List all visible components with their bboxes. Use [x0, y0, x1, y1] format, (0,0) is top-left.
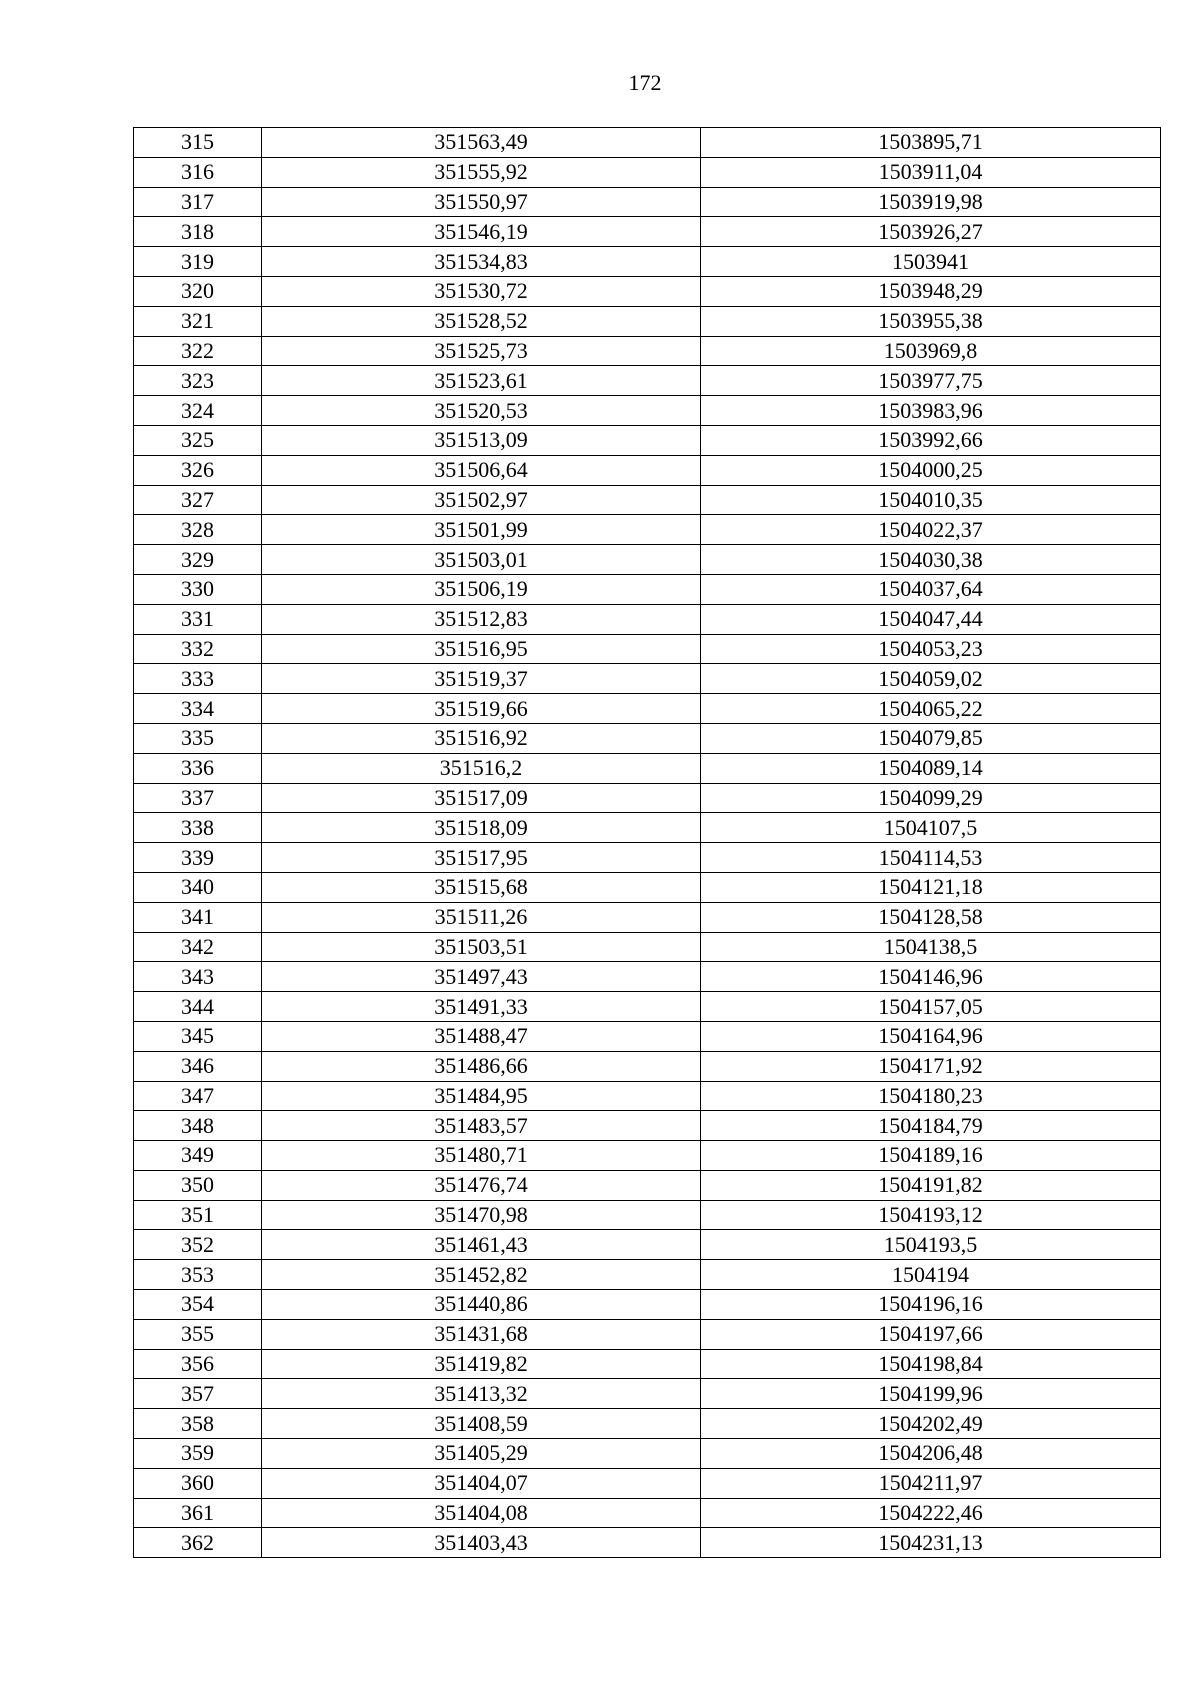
point-number-cell: 344	[134, 992, 262, 1022]
table-row	[134, 1349, 1161, 1379]
table-row	[134, 813, 1161, 843]
y-coordinate-cell: 1504138,5	[701, 932, 1161, 962]
point-number-cell: 339	[134, 843, 262, 873]
point-number-cell: 337	[134, 783, 262, 813]
point-number-cell: 331	[134, 604, 262, 634]
x-coordinate-cell: 351452,82	[262, 1260, 701, 1290]
coordinates-table-body	[134, 128, 1161, 1558]
x-coordinate-cell: 351476,74	[262, 1170, 701, 1200]
point-number-cell: 349	[134, 1141, 262, 1171]
y-coordinate-cell: 1503895,71	[701, 128, 1161, 158]
x-coordinate-cell: 351534,83	[262, 247, 701, 277]
point-number-cell: 346	[134, 1051, 262, 1081]
x-coordinate-cell: 351461,43	[262, 1230, 701, 1260]
point-number-cell: 354	[134, 1290, 262, 1320]
y-coordinate-cell: 1504194	[701, 1260, 1161, 1290]
y-coordinate-cell: 1503992,66	[701, 425, 1161, 455]
x-coordinate-cell: 351516,92	[262, 723, 701, 753]
point-number-cell: 332	[134, 634, 262, 664]
x-coordinate-cell: 351403,43	[262, 1528, 701, 1558]
table-row	[134, 664, 1161, 694]
x-coordinate-cell: 351518,09	[262, 813, 701, 843]
table-row	[134, 1141, 1161, 1171]
x-coordinate-cell: 351503,01	[262, 545, 701, 575]
table-row	[134, 694, 1161, 724]
table-row	[134, 1111, 1161, 1141]
table-row	[134, 1021, 1161, 1051]
y-coordinate-cell: 1504171,92	[701, 1051, 1161, 1081]
table-row	[134, 1468, 1161, 1498]
table-row	[134, 1260, 1161, 1290]
point-number-cell: 315	[134, 128, 262, 158]
point-number-cell: 316	[134, 157, 262, 187]
point-number-cell: 360	[134, 1468, 262, 1498]
table-row	[134, 276, 1161, 306]
point-number-cell: 348	[134, 1111, 262, 1141]
x-coordinate-cell: 351520,53	[262, 396, 701, 426]
table-row	[134, 336, 1161, 366]
x-coordinate-cell: 351484,95	[262, 1081, 701, 1111]
y-coordinate-cell: 1504030,38	[701, 545, 1161, 575]
table-row	[134, 1439, 1161, 1469]
point-number-cell: 328	[134, 515, 262, 545]
table-row	[134, 962, 1161, 992]
table-row	[134, 574, 1161, 604]
table-row	[134, 1319, 1161, 1349]
table-row	[134, 1170, 1161, 1200]
table-row	[134, 1290, 1161, 1320]
table-row	[134, 1200, 1161, 1230]
y-coordinate-cell: 1504193,12	[701, 1200, 1161, 1230]
table-row	[134, 902, 1161, 932]
table-row	[134, 604, 1161, 634]
y-coordinate-cell: 1504211,97	[701, 1468, 1161, 1498]
table-row	[134, 1528, 1161, 1558]
table-row	[134, 634, 1161, 664]
y-coordinate-cell: 1504164,96	[701, 1021, 1161, 1051]
x-coordinate-cell: 351512,83	[262, 604, 701, 634]
table-row	[134, 157, 1161, 187]
y-coordinate-cell: 1504053,23	[701, 634, 1161, 664]
point-number-cell: 320	[134, 276, 262, 306]
x-coordinate-cell: 351486,66	[262, 1051, 701, 1081]
x-coordinate-cell: 351480,71	[262, 1141, 701, 1171]
y-coordinate-cell: 1503926,27	[701, 217, 1161, 247]
x-coordinate-cell: 351517,09	[262, 783, 701, 813]
x-coordinate-cell: 351516,2	[262, 753, 701, 783]
y-coordinate-cell: 1504196,16	[701, 1290, 1161, 1320]
y-coordinate-cell: 1504099,29	[701, 783, 1161, 813]
x-coordinate-cell: 351502,97	[262, 485, 701, 515]
table-row	[134, 1230, 1161, 1260]
table-row	[134, 1081, 1161, 1111]
y-coordinate-cell: 1504037,64	[701, 574, 1161, 604]
y-coordinate-cell: 1504059,02	[701, 664, 1161, 694]
y-coordinate-cell: 1504184,79	[701, 1111, 1161, 1141]
table-row	[134, 247, 1161, 277]
x-coordinate-cell: 351546,19	[262, 217, 701, 247]
y-coordinate-cell: 1504193,5	[701, 1230, 1161, 1260]
point-number-cell: 352	[134, 1230, 262, 1260]
table-row	[134, 932, 1161, 962]
y-coordinate-cell: 1504157,05	[701, 992, 1161, 1022]
x-coordinate-cell: 351431,68	[262, 1319, 701, 1349]
y-coordinate-cell: 1504114,53	[701, 843, 1161, 873]
point-number-cell: 353	[134, 1260, 262, 1290]
point-number-cell: 361	[134, 1498, 262, 1528]
x-coordinate-cell: 351404,08	[262, 1498, 701, 1528]
table-row	[134, 217, 1161, 247]
table-row	[134, 455, 1161, 485]
x-coordinate-cell: 351515,68	[262, 872, 701, 902]
y-coordinate-cell: 1503983,96	[701, 396, 1161, 426]
table-row	[134, 306, 1161, 336]
y-coordinate-cell: 1504189,16	[701, 1141, 1161, 1171]
x-coordinate-cell: 351519,66	[262, 694, 701, 724]
x-coordinate-cell: 351503,51	[262, 932, 701, 962]
table-row	[134, 425, 1161, 455]
x-coordinate-cell: 351491,33	[262, 992, 701, 1022]
y-coordinate-cell: 1504199,96	[701, 1379, 1161, 1409]
y-coordinate-cell: 1503955,38	[701, 306, 1161, 336]
x-coordinate-cell: 351470,98	[262, 1200, 701, 1230]
x-coordinate-cell: 351506,19	[262, 574, 701, 604]
table-row	[134, 515, 1161, 545]
table-row	[134, 128, 1161, 158]
x-coordinate-cell: 351523,61	[262, 366, 701, 396]
y-coordinate-cell: 1503969,8	[701, 336, 1161, 366]
point-number-cell: 327	[134, 485, 262, 515]
y-coordinate-cell: 1504010,35	[701, 485, 1161, 515]
y-coordinate-cell: 1504022,37	[701, 515, 1161, 545]
point-number-cell: 350	[134, 1170, 262, 1200]
y-coordinate-cell: 1504231,13	[701, 1528, 1161, 1558]
table-row	[134, 723, 1161, 753]
x-coordinate-cell: 351408,59	[262, 1409, 701, 1439]
table-row	[134, 366, 1161, 396]
x-coordinate-cell: 351563,49	[262, 128, 701, 158]
point-number-cell: 329	[134, 545, 262, 575]
y-coordinate-cell: 1504191,82	[701, 1170, 1161, 1200]
point-number-cell: 362	[134, 1528, 262, 1558]
table-row	[134, 1498, 1161, 1528]
point-number-cell: 338	[134, 813, 262, 843]
table-row	[134, 843, 1161, 873]
point-number-cell: 324	[134, 396, 262, 426]
y-coordinate-cell: 1504206,48	[701, 1439, 1161, 1469]
point-number-cell: 358	[134, 1409, 262, 1439]
point-number-cell: 356	[134, 1349, 262, 1379]
table-row	[134, 753, 1161, 783]
y-coordinate-cell: 1504047,44	[701, 604, 1161, 634]
y-coordinate-cell: 1504198,84	[701, 1349, 1161, 1379]
y-coordinate-cell: 1503911,04	[701, 157, 1161, 187]
point-number-cell: 333	[134, 664, 262, 694]
y-coordinate-cell: 1504089,14	[701, 753, 1161, 783]
coordinates-table	[133, 127, 1161, 1558]
table-row	[134, 545, 1161, 575]
y-coordinate-cell: 1504146,96	[701, 962, 1161, 992]
point-number-cell: 355	[134, 1319, 262, 1349]
point-number-cell: 345	[134, 1021, 262, 1051]
y-coordinate-cell: 1504197,66	[701, 1319, 1161, 1349]
point-number-cell: 319	[134, 247, 262, 277]
point-number-cell: 347	[134, 1081, 262, 1111]
table-row	[134, 485, 1161, 515]
x-coordinate-cell: 351530,72	[262, 276, 701, 306]
x-coordinate-cell: 351488,47	[262, 1021, 701, 1051]
x-coordinate-cell: 351550,97	[262, 187, 701, 217]
table-row	[134, 1379, 1161, 1409]
y-coordinate-cell: 1504222,46	[701, 1498, 1161, 1528]
y-coordinate-cell: 1504065,22	[701, 694, 1161, 724]
y-coordinate-cell: 1503948,29	[701, 276, 1161, 306]
point-number-cell: 340	[134, 872, 262, 902]
x-coordinate-cell: 351511,26	[262, 902, 701, 932]
y-coordinate-cell: 1504128,58	[701, 902, 1161, 932]
point-number-cell: 317	[134, 187, 262, 217]
y-coordinate-cell: 1504079,85	[701, 723, 1161, 753]
y-coordinate-cell: 1503919,98	[701, 187, 1161, 217]
x-coordinate-cell: 351413,32	[262, 1379, 701, 1409]
x-coordinate-cell: 351528,52	[262, 306, 701, 336]
point-number-cell: 343	[134, 962, 262, 992]
x-coordinate-cell: 351497,43	[262, 962, 701, 992]
x-coordinate-cell: 351513,09	[262, 425, 701, 455]
table-row	[134, 1409, 1161, 1439]
x-coordinate-cell: 351440,86	[262, 1290, 701, 1320]
table-row	[134, 187, 1161, 217]
y-coordinate-cell: 1504121,18	[701, 872, 1161, 902]
x-coordinate-cell: 351419,82	[262, 1349, 701, 1379]
y-coordinate-cell: 1504000,25	[701, 455, 1161, 485]
point-number-cell: 336	[134, 753, 262, 783]
x-coordinate-cell: 351516,95	[262, 634, 701, 664]
point-number-cell: 330	[134, 574, 262, 604]
x-coordinate-cell: 351501,99	[262, 515, 701, 545]
y-coordinate-cell: 1503977,75	[701, 366, 1161, 396]
point-number-cell: 323	[134, 366, 262, 396]
point-number-cell: 357	[134, 1379, 262, 1409]
point-number-cell: 326	[134, 455, 262, 485]
point-number-cell: 335	[134, 723, 262, 753]
table-row	[134, 872, 1161, 902]
page-number: 172	[628, 70, 662, 95]
table-row	[134, 992, 1161, 1022]
table-row	[134, 783, 1161, 813]
x-coordinate-cell: 351519,37	[262, 664, 701, 694]
point-number-cell: 318	[134, 217, 262, 247]
x-coordinate-cell: 351555,92	[262, 157, 701, 187]
point-number-cell: 359	[134, 1439, 262, 1469]
y-coordinate-cell: 1504180,23	[701, 1081, 1161, 1111]
point-number-cell: 321	[134, 306, 262, 336]
point-number-cell: 351	[134, 1200, 262, 1230]
point-number-cell: 341	[134, 902, 262, 932]
x-coordinate-cell: 351517,95	[262, 843, 701, 873]
table-row	[134, 396, 1161, 426]
x-coordinate-cell: 351525,73	[262, 336, 701, 366]
x-coordinate-cell: 351405,29	[262, 1439, 701, 1469]
point-number-cell: 342	[134, 932, 262, 962]
point-number-cell: 325	[134, 425, 262, 455]
point-number-cell: 334	[134, 694, 262, 724]
x-coordinate-cell: 351483,57	[262, 1111, 701, 1141]
point-number-cell: 322	[134, 336, 262, 366]
y-coordinate-cell: 1504202,49	[701, 1409, 1161, 1439]
x-coordinate-cell: 351506,64	[262, 455, 701, 485]
x-coordinate-cell: 351404,07	[262, 1468, 701, 1498]
y-coordinate-cell: 1503941	[701, 247, 1161, 277]
table-row	[134, 1051, 1161, 1081]
y-coordinate-cell: 1504107,5	[701, 813, 1161, 843]
